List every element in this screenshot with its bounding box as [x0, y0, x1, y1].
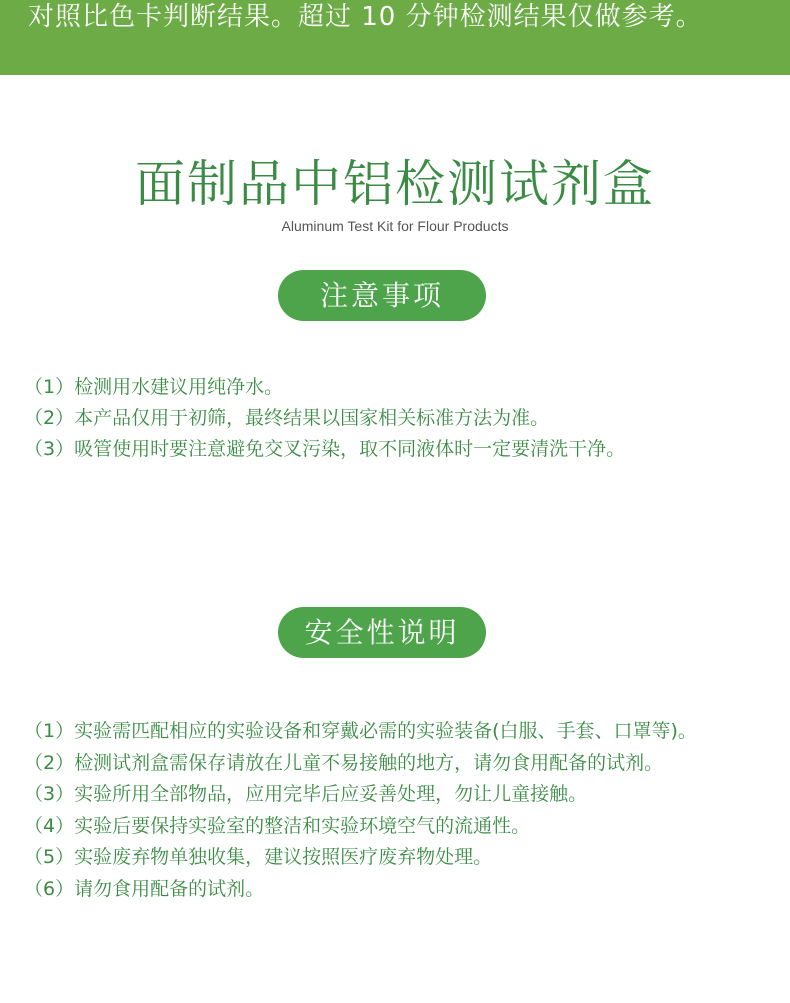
notice-list — [24, 372, 774, 465]
notice-heading: 注意事项 — [278, 270, 486, 321]
notice-item: （2）本产品仅用于初筛，最终结果以国家相关标准方法为准。 — [24, 407, 550, 429]
banner-text: 对照比色卡判断结果。超过 10 分钟检测结果仅做参考。 — [28, 2, 703, 32]
safety-item: （6）请勿食用配备的试剂。 — [24, 877, 265, 900]
safety-heading: 安全性说明 — [278, 607, 486, 658]
safety-item: （5）实验废弃物单独收集，建议按照医疗废弃物处理。 — [24, 846, 493, 868]
safety-list — [24, 716, 774, 905]
safety-item: （2）检测试剂盒需保存请放在儿童不易接触的地方，请勿食用配备的试剂。 — [24, 751, 664, 774]
top-banner — [0, 0, 790, 75]
safety-item: （3）实验所用全部物品，应用完毕后应妥善处理，勿让儿童接触。 — [24, 783, 588, 805]
safety-item: （1）实验需匹配相应的实验设备和穿戴必需的实验装备(白服、手套、口罩等)。 — [24, 720, 697, 742]
page-title: 面制品中铝检测试剂盒 — [135, 155, 655, 213]
notice-item: （1）检测用水建议用纯净水。 — [24, 376, 284, 398]
safety-item: （4）实验后要保持实验室的整洁和实验环境空气的流通性。 — [24, 814, 531, 837]
page-subtitle: Aluminum Test Kit for Flour Products — [281, 218, 509, 234]
notice-item: （3）吸管使用时要注意避免交叉污染，取不同液体时一定要清洗干净。 — [24, 438, 626, 460]
